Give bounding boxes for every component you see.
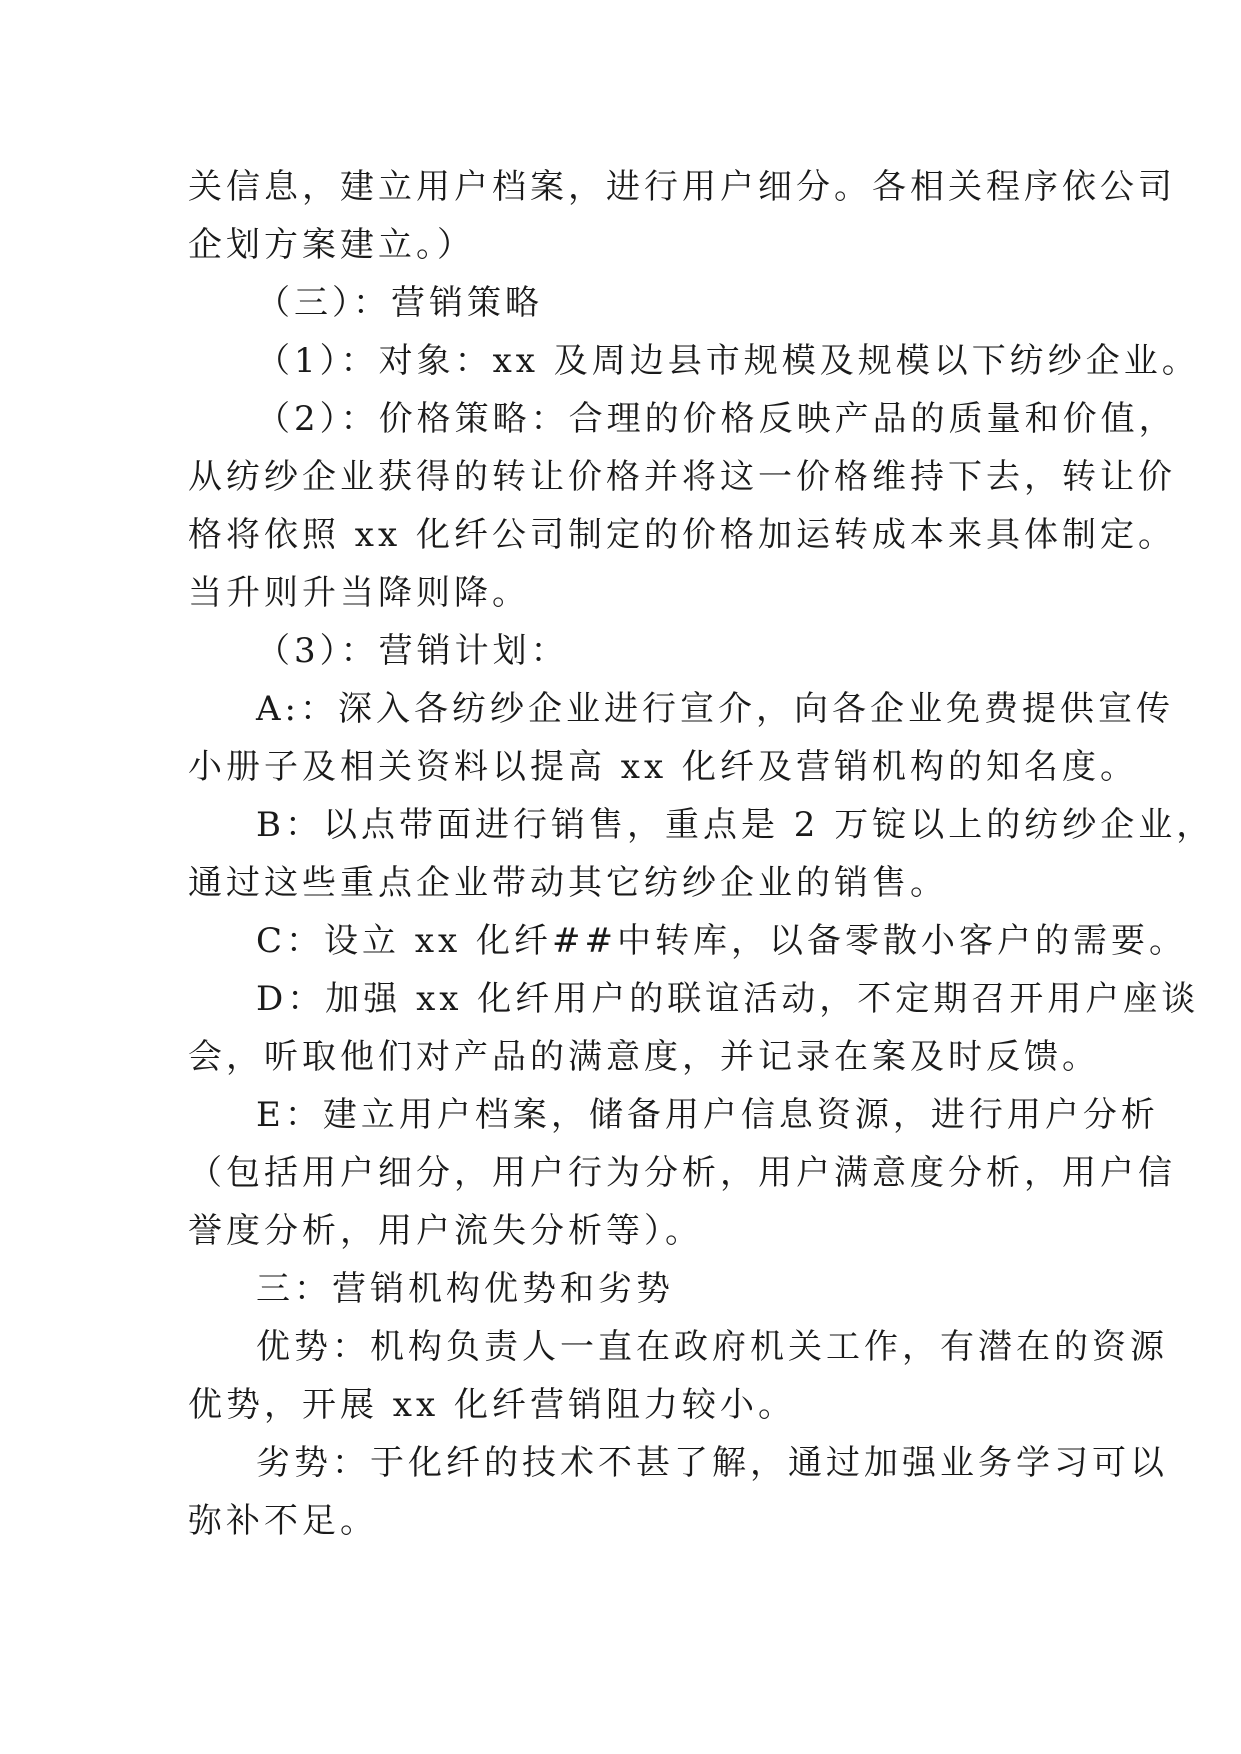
text-line: 会，听取他们对产品的满意度，并记录在案及时反馈。 [188, 1037, 1100, 1077]
text-line: 优势：机构负责人一直在政府机关工作，有潜在的资源 [256, 1327, 1168, 1367]
text-line: 通过这些重点企业带动其它纺纱企业的销售。 [188, 863, 948, 903]
text-line: C：设立 xx 化纤##中转库，以备零散小客户的需要。 [256, 921, 1187, 961]
text-line: （2）：价格策略：合理的价格反映产品的质量和价值， [256, 399, 1177, 439]
text-line: 企划方案建立。） [188, 225, 475, 265]
text-line: A:：深入各纺纱企业进行宣介，向各企业免费提供宣传 [256, 689, 1175, 729]
text-line: 小册子及相关资料以提高 xx 化纤及营销机构的知名度。 [188, 747, 1138, 787]
text-line: 当升则升当降则降。 [188, 573, 530, 613]
text-line: D：加强 xx 化纤用户的联谊活动，不定期召开用户座谈 [256, 979, 1200, 1019]
text-line: 誉度分析，用户流失分析等）。 [188, 1211, 703, 1251]
text-line: B：以点带面进行销售，重点是 2 万锭以上的纺纱企业， [256, 805, 1215, 845]
text-line: 弥补不足。 [188, 1501, 378, 1541]
text-line: 劣势：于化纤的技术不甚了解，通过加强业务学习可以 [256, 1443, 1168, 1483]
text-line: 格将依照 xx 化纤公司制定的价格加运转成本来具体制定。 [188, 515, 1176, 555]
text-line: （3）：营销计划： [256, 631, 569, 671]
text-line: 三：营销机构优势和劣势 [256, 1269, 674, 1309]
document-body [188, 158, 1215, 1550]
text-line: （包括用户细分，用户行为分析，用户满意度分析，用户信 [188, 1153, 1176, 1193]
text-line: （三）：营销策略 [256, 283, 543, 323]
text-line: 关信息，建立用户档案，进行用户细分。各相关程序依公司 [188, 167, 1176, 207]
text-line: 优势，开展 xx 化纤营销阻力较小。 [188, 1385, 796, 1425]
text-line: E：建立用户档案，储备用户信息资源，进行用户分析 [256, 1095, 1159, 1135]
text-line: （1）：对象：xx 及周边县市规模及规模以下纺纱企业。 [256, 341, 1200, 381]
text-line: 从纺纱企业获得的转让价格并将这一价格维持下去，转让价 [188, 457, 1176, 497]
